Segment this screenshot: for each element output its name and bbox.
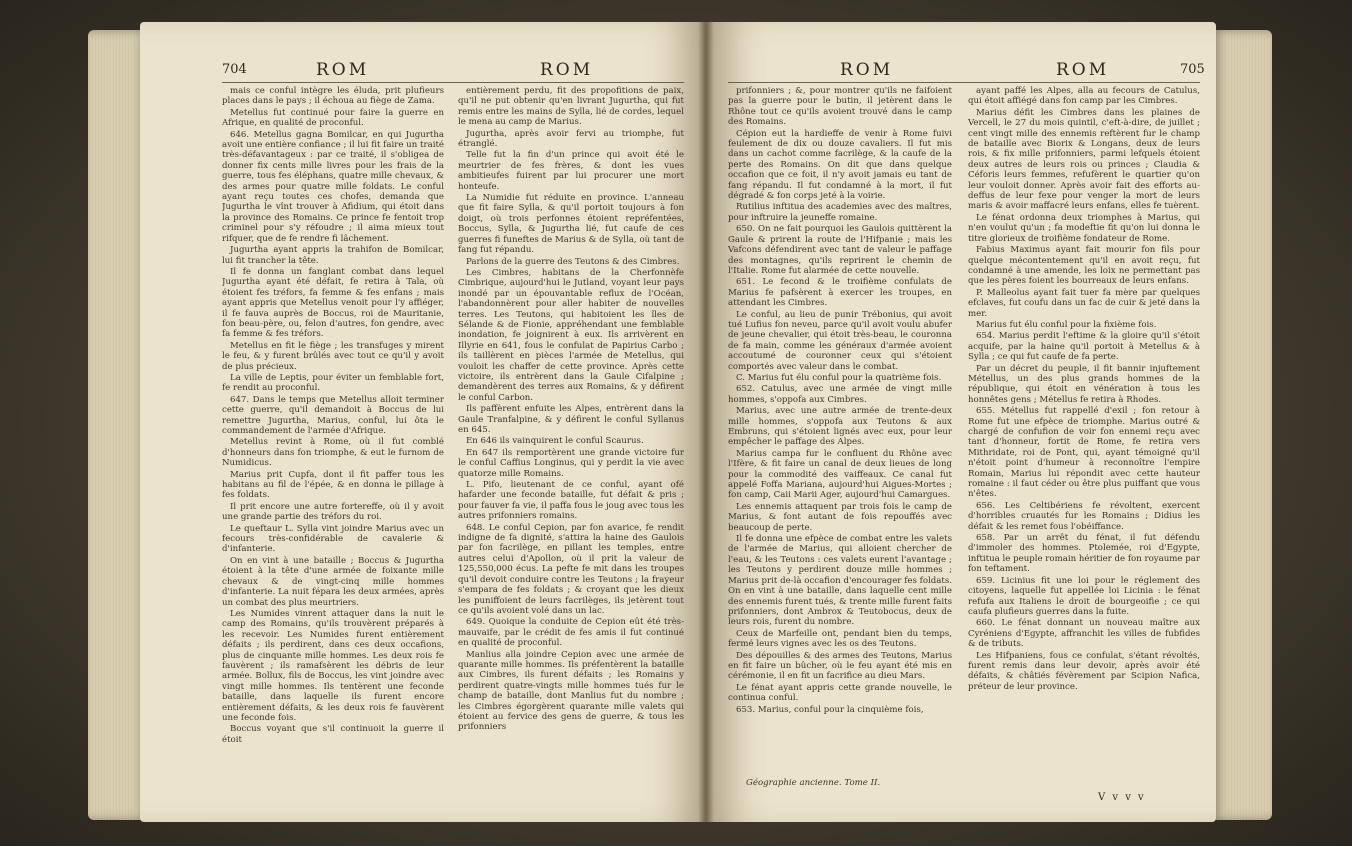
paragraph: Il prit encore une autre fortereffe, où il y avoit une grande partie des tréfors du roi. xyxy=(222,501,444,523)
paragraph: Le conful, au lieu de punir Trébonius, qui avoit tué Lufius fon neveu, parce qu'il avoit voulu abufer de jeune chevalier, qui étoit très-beau, le couronna de fa main, comme les généraux d'armée avoient accoutumé de couronner ceux qui s'étoient comportés avec valeur dans le combat. xyxy=(728,309,952,372)
right-running-head-2: ROM xyxy=(1056,60,1110,80)
right-page-number: 705 xyxy=(1180,62,1205,77)
paragraph: Marius, avec une autre armée de trente-deux mille hommes, s'oppofa aux Teutons & aux Embruns, qui s'étoient lignés avec eux, pour leur empêcher le paffage des Alpes. xyxy=(728,406,952,448)
paragraph: 652. Catulus, avec une armée de vingt mille hommes, s'oppofa aux Cimbres. xyxy=(728,384,952,405)
footer-title: Géographie ancienne. Tome II. xyxy=(746,778,881,788)
paragraph: Marius fut élu conful pour la fixième fois. xyxy=(976,319,1157,330)
paragraph: Manlius alla joindre Cepion avec une armée de quarante mille hommes. Ils préfentèrent la bataille aux Cimbres, ils furent défaits ; les Romains y perdirent quatre-vingts mille hommes tués fur le champ de bataille, dont Manlius fut du nombre ; les Cimbres égorgèrent quarante mille valets qui étoient au fervice des gens de guerre, & tous les prifonniers xyxy=(458,649,684,733)
paragraph: Par un décret du peuple, il fit bannir injuftement Métellus, un des plus grands hommes de la république, qui étoit en vénération à tous les honnêtes gens ; Métellus fe retira à Rhodes. xyxy=(968,363,1200,405)
paragraph: Il fe donna un fanglant combat dans lequel Jugurtha ayant été défait, fe retira à Tala, où étoient fes tréfors, fa femme & fes enfans ; mais ayant appris que Metellus venoit pour l'y affiéger, il fe fauva auprès de Boccus, roi de Mauritanie, fon beau-père, ou, felon d'autres, fon gendre, avec fa femme & fes tréfors. xyxy=(222,266,444,340)
paragraph: 656. Les Celtibériens fe révoltent, exercent d'horribles cruautés fur les Romains ; Didius les défait & les remet fous l'obéiffance. xyxy=(968,500,1200,532)
paragraph: Les ennemis attaquent par trois fois le camp de Marius, & font autant de fois repouffés avec beaucoup de perte. xyxy=(728,501,952,533)
paragraph: Boccus voyant que s'il continuoit la guerre il étoit xyxy=(222,724,444,745)
paragraph: Rutilius inftitua des academies avec des maîtres, pour inftruire la jeuneffe romaine. xyxy=(728,202,952,223)
right-page xyxy=(706,22,1216,822)
paragraph: 647. Dans le temps que Metellus alloit terminer cette guerre, qu'il demandoit à Boccus de lui remettre Jugurtha, Marius, conful, lui ôta le commandement de l'armée d'Afrique. xyxy=(222,394,444,436)
paragraph: 659. Licinius fit une loi pour le réglement des citoyens, laquelle fut appellée loi Licinia : le fénat refufa aux Italiens le droit de bourgeoifie ; ce qui caufa plufieurs guerres dans la fuite. xyxy=(968,575,1200,617)
paragraph: Marius défit les Cimbres dans les plaines de Vercell, le 27 du mois quintil, c'eft-à-dire, de juillet ; cent vingt mille des ennemis reftèrent fur le champ de bataille avec Biorix & Longans, deux de leurs rois, & fix mille prifonniers, parmi lefquels étoient deux autres de leurs rois ou princes ; Claudia & Céforis leurs femmes, refufèrent le quartier qu'on leur vouloit donner. Après avoir fait des efforts au-deffus de leur fexe pour venger la mort de leurs maris & avoir maffacré leurs enfans, elles fe tuèrent. xyxy=(968,107,1200,212)
paragraph: 650. On ne fait pourquoi les Gaulois quittèrent la Gaule & prirent la route de l'Hifpanie ; mais les Vafcons défendirent avec tant de valeur le paffage des montagnes, qu'ils reprirent le chemin de l'Italie. Rome fut alarmée de cette nouvelle. xyxy=(728,224,952,276)
signature-mark: V v v v xyxy=(1098,792,1146,803)
paragraph: mais ce conful intègre les éluda, prit plufieurs places dans le pays ; il échoua au fiège de Zama. xyxy=(222,86,444,107)
paragraph: Ceux de Marfeille ont, pendant bien du temps, fermé leurs vignes avec les os des Teutons. xyxy=(728,628,952,650)
right-running-head-1: ROM xyxy=(840,60,894,80)
paragraph: 646. Metellus gagna Bomilcar, en qui Jugurtha avoit une entière confiance ; il lui fit faire un traité très-défavantageux : par ce traité, il s'obligea de donner fix cents mille livres pour les frais de la guerre, tous fes éléphans, quatre mille chevaux, & des armes pour quatre mille foldats. Le conful ayant reçu toutes ces chofes, demanda que Jugurtha le vînt trouver à Afidium, qui étoit dans la province des Romains. Ce prince fe fentoit trop criminel pour s'y réfoudre ; il aima mieux tout rifquer, que de fe rendre fi lâchement. xyxy=(222,129,444,244)
paragraph: Cépion eut la hardieffe de venir à Rome fuivi feulement de dix ou douze cavaliers. Il fut mis dans un cachot comme facrilège, & la caufe de la perte des Romains. On dit que dans quelque occafion que ce foit, il n'y avoit jamais eu tant de fang répandu. Il fut condamné à la mort, il fut dégradé & fon corps jeté à la voirie. xyxy=(728,128,952,202)
paragraph: ayant paffé les Alpes, alla au fecours de Catulus, qui étoit affiégé dans fon camp par les Cimbres. xyxy=(968,86,1200,107)
paragraph: 658. Par un arrêt du fénat, il fut défendu d'immoler des hommes. Ptolemée, roi d'Egypte, inftitua le peuple romain héritier de fon royaume par fon teftament. xyxy=(968,533,1200,575)
left-page-number: 704 xyxy=(222,62,247,77)
paragraph: La Numidie fut réduite en province. L'anneau que fit faire Sylla, & qu'il portoit toujours à fon doigt, où trois perfonnes étoient repréfentées, Boccus, Sylla, & Jugurtha lié, fut caufe de ces guerres fi funeftes de Marius & de Sylla, où tant de fang fut répandu. xyxy=(458,193,684,256)
paragraph: 653. Marius, conful pour la cinquième fois, xyxy=(736,704,924,715)
paragraph: On en vint à une bataille ; Boccus & Jugurtha étoient à la tête d'une armée de foixante mille chevaux & de vingt-cinq mille hommes d'infanterie. La nuit fépara les deux armées, après un combat des plus meurtriers. xyxy=(222,555,444,608)
left-column-2 xyxy=(458,86,684,816)
paragraph: 651. Le fecond & le troifième confulats de Marius fe pafsèrent à exercer les troupes, en attendant les Cimbres. xyxy=(728,277,952,309)
paragraph: Metellus revint à Rome, où il fut comblé d'honneurs dans fon triomphe, & eut le furnom de Numidicus. xyxy=(222,437,444,469)
paragraph: Metellus fut continué pour faire la guerre en Afrique, en qualité de proconful. xyxy=(222,107,444,129)
paragraph: 655. Métellus fut rappellé d'exil ; fon retour à Rome fut une efpèce de triomphe. Marius outré & chargé de confufion de voir fon ennemi reçu avec tant d'honneur, fortit de Rome, fe retira vers Mithridate, roi de Pont, qui, ayant témoigné qu'il n'étoit point d'humeur à reconnoître l'empire Romain, Marius lui répondit avec cette hauteur romaine : il faut céder ou être plus puiffant que vous n'êtes. xyxy=(968,406,1200,500)
left-running-head-1: ROM xyxy=(316,60,370,80)
paragraph: P. Malleolus ayant fait tuer fa mère par quelques efclaves, fut coufu dans un fac de cuir & jeté dans la mer. xyxy=(968,287,1200,319)
paragraph: Jugurtha ayant appris la trahifon de Bomilcar, lui fit trancher la tête. xyxy=(222,245,444,266)
paragraph: 648. Le conful Cepion, par fon avarice, fe rendit indigne de fa dignité, s'attira la haine des Gaulois par fon facrilège, en pillant les temples, entre autres celui d'Apollon, où il prit la valeur de 125,550,000 écus. La pefte fe mit dans les troupes qu'il devoit conduire contre les Teutons ; la frayeur s'empara de fes foldats ; & croyant que les dieux les puniffoient de leurs facrilèges, ils jetèrent tout ce qu'ils avoient volé dans un lac. xyxy=(458,522,684,616)
paragraph: Parlons de la guerre des Teutons & des Cimbres. xyxy=(466,256,680,267)
right-column-2 xyxy=(968,86,1200,786)
left-running-head-2: ROM xyxy=(540,60,594,80)
paragraph: Les Cimbres, habitans de la Cherfonnèfe Cimbrique, aujourd'hui le Jutland, voyant leur pays inondé par un épouvantable reflux de l'Océan, l'abandonnèrent pour aller habiter de nouvelles terres. Les Teutons, qui habitoient les îles de Sélande & de Fionie, appréhendant une femblable inondation, fe joignirent à eux. Ils arrivèrent en Illyrie en 641, fous le confulat de Papirius Carbo ; ils taillèrent en pièces l'armée de Metellus, qui vouloit les chaffer de cette province. Après cette victoire, ils entrèrent dans la Gaule Cifalpine ; demandèrent des terres aux Romains, & y défirent le conful Carbon. xyxy=(458,267,684,403)
paragraph: Le fénat ordonna deux triomphes à Marius, qui n'en voulut qu'un ; fa modeftie fit qu'on lui donna le titre glorieux de troifième fondateur de Rome. xyxy=(968,212,1200,244)
paragraph: C. Marius fut élu conful pour la quatrième fois. xyxy=(736,372,942,383)
paragraph: Le queftaur L. Sylla vint joindre Marius avec un fecours très-confidérable de cavalerie & d'infanterie. xyxy=(222,523,444,555)
paragraph: La ville de Leptis, pour éviter un femblable fort, fe rendit au proconful. xyxy=(222,372,444,394)
paragraph: Fabius Maximus ayant fait mourir fon fils pour quelque mécontentement qu'il en avoit reçu, fut condamné à une amende, les loix ne permettant pas que les pères foient les bourreaux de leurs enfans. xyxy=(968,245,1200,287)
paragraph: 660. Le fénat donnant un nouveau maître aux Cyréniens d'Egypte, affranchit les villes de fubfides & de tributs. xyxy=(968,618,1200,650)
left-head-rule xyxy=(222,82,684,83)
paragraph: entièrement perdu, fit des propofitions de paix, qu'il ne put obtenir qu'en livrant Jugurtha, qui fut remis entre les mains de Sylla, lié de cordes, lequel le mena au camp de Marius. xyxy=(458,86,684,128)
book-gutter xyxy=(698,22,714,822)
paragraph: Ils paffèrent enfuite les Alpes, entrèrent dans la Gaule Tranfalpine, & y défirent le conful Syllanus en 645. xyxy=(458,404,684,435)
paragraph: Jugurtha, après avoir fervi au triomphe, fut étranglé. xyxy=(458,128,684,150)
paragraph: Marius campa fur le confluent du Rhône avec l'Ifère, & fit faire un canal de deux lieues de long pour la commodité des vaiffeaux. Ce canal fut appelé Foffa Mariana, aujourd'hui Aigues-Mortes ; fon camp, Caii Marii Ager, aujourd'hui Camargues. xyxy=(728,448,952,501)
paragraph: Telle fut la fin d'un prince qui avoit été le meurtrier de fes frères, & dont les vues ambitieufes fuirent par lui procurer une mort honteufe. xyxy=(458,150,684,192)
paragraph: Metellus en fit le fiège ; les transfuges y mirent le feu, & y furent brûlés avec tout ce qu'il y avoit de plus précieux. xyxy=(222,340,444,372)
left-page xyxy=(140,22,706,822)
paragraph: prifonniers ; &, pour montrer qu'ils ne faifoient pas la guerre pour le butin, il jetèrent dans le Rhône tout ce qu'ils avoient trouvé dans le camp des Romains. xyxy=(728,86,952,128)
page-edges-right xyxy=(1212,30,1272,820)
paragraph: Les Numides vinrent attaquer dans la nuit le camp des Romains, qu'ils trouvèrent préparés à les recevoir. Les Numides furent entièrement défaits ; ils perdirent, dans ces deux occafions, plus de cinquante mille hommes. Les deux rois fe fauvèrent ; ils ramafsèrent les débris de leur armée. Bollux, fils de Boccus, les vint joindre avec vingt mille hommes. Ils tentèrent une feconde bataille, dans laquelle ils furent encore entièrement défaits, & les deux rois fe fauvèrent une feconde fois. xyxy=(222,608,444,723)
paragraph: 654. Marius perdit l'eftime & la gloire qu'il s'étoit acquife, par la haine qu'il portoit à Metellus & à Sylla ; ce qui fut caufe de fa perte. xyxy=(968,331,1200,363)
paragraph: 649. Quoique la conduite de Cepion eût été très-mauvaife, par le crédit de fes amis il fut continué en qualité de proconful. xyxy=(458,617,684,649)
paragraph: Le fénat ayant appris cette grande nouvelle, le continua conful. xyxy=(728,682,952,704)
paragraph: En 647 ils remportèrent une grande victoire fur le conful Caffius Longinus, qui y perdit la vie avec quatorze mille Romains. xyxy=(458,447,684,479)
left-column-1 xyxy=(222,86,444,816)
paragraph: Les Hifpaniens, fous ce confulat, s'étant révoltés, furent remis dans leur devoir, après avoir été défaits, & châtiés févèrement par Scipion Nafica, préteur de leur province. xyxy=(968,650,1200,692)
paragraph: Il fe donna une efpèce de combat entre les valets de l'armée de Marius, qui alloient chercher de l'eau, & les Teutons : ces valets eurent l'avantage ; les Teutons y perdirent douze mille hommes ; Marius prit de-là occafion d'encourager fes foldats. On en vint à une bataille, dans laquelle cent mille des ennemis furent tués, & trente mille furent faits prifonniers, dont Ambrox & Teutobocus, deux de leurs rois, furent du nombre. xyxy=(728,534,952,628)
paragraph: L. Pifo, lieutenant de ce conful, ayant ofé hafarder une feconde bataille, fut défait & pris ; pour fauver fa vie, il paffa fous le joug avec tous les autres prifonniers romains. xyxy=(458,480,684,522)
paragraph: En 646 ils vainquirent le conful Scaurus. xyxy=(466,436,644,447)
paragraph: Marius prit Cupfa, dont il fit paffer tous les habitans au fil de l'épée, & en donna le pillage à fes foldats. xyxy=(222,469,444,501)
right-head-rule xyxy=(728,82,1200,83)
page-edges-left xyxy=(88,30,148,820)
paragraph: Des dépouilles & des armes des Teutons, Marius en fit faire un bûcher, où le feu ayant été mis en cérémonie, il en fit un facrifice au dieu Mars. xyxy=(728,650,952,682)
right-column-1 xyxy=(728,86,952,774)
